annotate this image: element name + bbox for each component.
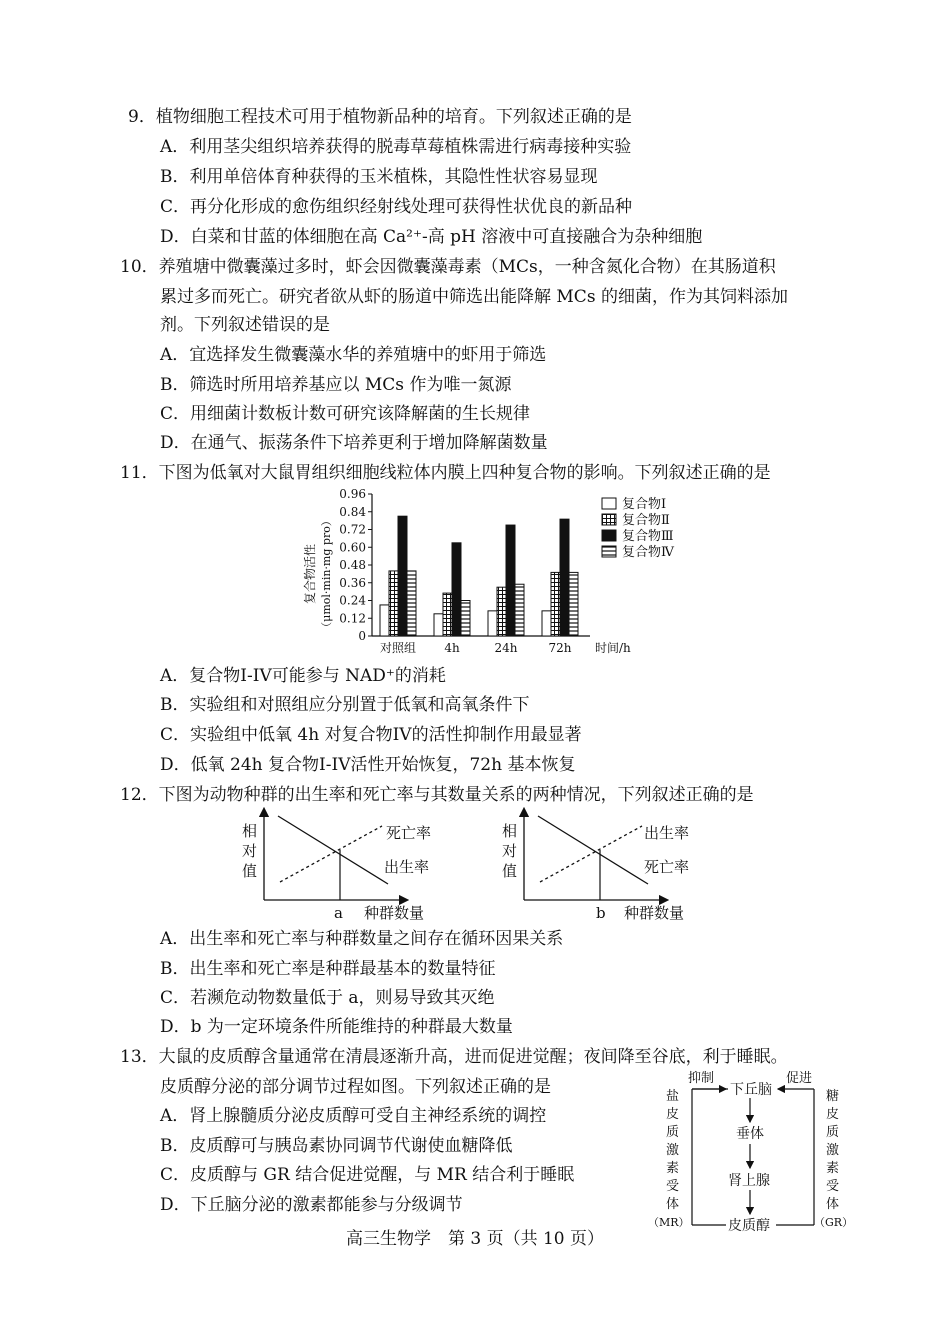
chart-bar xyxy=(488,611,497,636)
chart-legend-swatch xyxy=(602,514,616,525)
q10-option-b: B．筛选时所用培养基应以 MCs 作为唯一氮源 xyxy=(160,375,512,395)
chart-bar xyxy=(497,587,506,636)
diagram-adrenal: 肾上腺 xyxy=(728,1173,770,1189)
chart-y-tick-label: 0.84 xyxy=(339,504,366,519)
q12-option-c: C．若濒危动物数量低于 a，则易导致其灭绝 xyxy=(160,988,495,1008)
q11-stem: 11．下图为低氧对大鼠胃组织细胞线粒体内膜上四种复合物的影响。下列叙述正确的是 xyxy=(120,463,771,483)
complex-activity-bar-chart xyxy=(290,486,710,662)
chart-category-label: 72h xyxy=(548,641,572,655)
graph-b-death-line xyxy=(538,816,648,884)
chart-bar xyxy=(407,571,416,636)
chart-bar xyxy=(515,584,524,636)
graph-b-xlabel: 种群数量 xyxy=(624,904,685,922)
q13-stem-line1: 13．大鼠的皮质醇含量通常在清晨逐渐升高，进而促进觉醒；夜间降至谷底，利于睡眠。 xyxy=(120,1047,788,1067)
right-receptor-1: 糖 xyxy=(826,1089,840,1104)
population-graph-a xyxy=(236,806,466,924)
q10-stem-line3: 剂。下列叙述错误的是 xyxy=(160,315,330,335)
q10-option-d: D．在通气、振荡条件下培养更利于增加降解菌数量 xyxy=(160,433,548,453)
diagram-cortisol: 皮质醇 xyxy=(728,1218,770,1234)
q13-option-c: C．皮质醇与 GR 结合促进觉醒，与 MR 结合利于睡眠 xyxy=(160,1165,575,1185)
left-receptor-6: 受 xyxy=(666,1179,680,1194)
chart-yunit: （μmol·min·mg pro） xyxy=(320,515,333,633)
left-receptor-1: 盐 xyxy=(666,1089,680,1104)
chart-category-label: 24h xyxy=(494,641,518,655)
right-receptor-6: 受 xyxy=(826,1179,840,1194)
graph-a-ylabel-2: 对 xyxy=(242,842,258,860)
q9-stem: 9．植物细胞工程技术可用于植物新品种的培育。下列叙述正确的是 xyxy=(128,107,632,127)
graph-a-xlabel: 种群数量 xyxy=(364,904,425,922)
graph-b-line1-label: 出生率 xyxy=(644,824,690,842)
chart-category-label: 4h xyxy=(444,641,460,655)
graph-b-point-label: b xyxy=(596,904,606,922)
graph-a-ylabel-1: 相 xyxy=(242,822,258,840)
chart-bar xyxy=(452,543,461,636)
graph-b-ylabel-1: 相 xyxy=(502,822,518,840)
graph-b-birth-line xyxy=(540,826,642,882)
chart-y-tick-label: 0.72 xyxy=(339,522,366,537)
chart-y-tick-label: 0.36 xyxy=(339,575,366,590)
graph-a-ylabel-3: 值 xyxy=(242,862,258,880)
graph-b-ylabel-3: 值 xyxy=(502,862,518,880)
graph-a-line1-label: 死亡率 xyxy=(386,824,432,842)
cortisol-regulation-diagram xyxy=(646,1070,866,1236)
q13-option-d: D．下丘脑分泌的激素都能参与分级调节 xyxy=(160,1195,463,1215)
chart-legend-swatch xyxy=(602,498,616,509)
chart-bar xyxy=(443,593,452,636)
graph-b-ylabel-2: 对 xyxy=(502,842,518,860)
chart-bar xyxy=(560,519,569,636)
chart-bar xyxy=(461,601,470,637)
chart-y-tick-label: 0.24 xyxy=(339,593,366,608)
q10-option-c: C．用细菌计数板计数可研究该降解菌的生长规律 xyxy=(160,404,531,424)
chart-bar xyxy=(380,605,389,636)
chart-category-label: 对照组 xyxy=(379,641,417,655)
population-graph-b xyxy=(496,806,726,924)
graph-a-birth-line xyxy=(278,816,388,884)
chart-legend-label: 复合物Ⅳ xyxy=(622,545,674,560)
chart-legend-label: 复合物Ⅲ xyxy=(622,529,674,544)
chart-y-tick-label: 0.60 xyxy=(339,540,366,555)
q12-stem: 12．下图为动物种群的出生率和死亡率与其数量关系的两种情况，下列叙述正确的是 xyxy=(120,785,754,805)
chart-bar xyxy=(389,571,398,636)
q13-option-b: B．皮质醇可与胰岛素协同调节代谢使血糖降低 xyxy=(160,1136,513,1156)
q12-option-d: D．b 为一定环境条件所能维持的种群最大数量 xyxy=(160,1017,513,1037)
chart-y-tick-label: 0.48 xyxy=(339,558,366,572)
q9-option-d: D．白菜和甘蓝的体细胞在高 Ca²⁺-高 pH 溶液中可直接融合为杂种细胞 xyxy=(160,227,703,247)
chart-legend-swatch xyxy=(602,530,616,541)
right-receptor-2: 皮 xyxy=(826,1107,840,1122)
q9-option-c: C．再分化形成的愈伤组织经射线处理可获得性状优良的新品种 xyxy=(160,197,633,217)
graph-a-line2-label: 出生率 xyxy=(384,858,430,876)
chart-ylabel: 复合物活性 xyxy=(303,543,317,605)
chart-xlabel: 时间/h xyxy=(595,641,631,655)
q11-option-a: A．复合物I-IV可能参与 NAD⁺的消耗 xyxy=(160,666,446,686)
right-receptor-7: 体 xyxy=(826,1197,840,1212)
chart-bar xyxy=(569,572,578,636)
right-receptor-abbr: （GR） xyxy=(814,1216,854,1229)
left-receptor-4: 激 xyxy=(666,1143,680,1158)
q11-option-d: D．低氧 24h 复合物I-IV活性开始恢复，72h 基本恢复 xyxy=(160,755,576,775)
q12-option-b: B．出生率和死亡率是种群最基本的数量特征 xyxy=(160,959,496,979)
right-receptor-5: 素 xyxy=(826,1161,840,1176)
q9-option-b: B．利用单倍体育种获得的玉米植株，其隐性性状容易显现 xyxy=(160,167,598,187)
chart-bar xyxy=(398,516,407,636)
q10-option-a: A．宜选择发生微囊藻水华的养殖塘中的虾用于筛选 xyxy=(160,345,547,365)
chart-bar xyxy=(434,614,443,636)
chart-y-tick-label: 0.12 xyxy=(339,611,366,626)
q11-option-b: B．实验组和对照组应分别置于低氧和高氧条件下 xyxy=(160,695,530,715)
q9-option-a: A．利用茎尖组织培养获得的脱毒草莓植株需进行病毒接种实验 xyxy=(160,137,632,157)
graph-a-death-line xyxy=(280,826,382,882)
diagram-inhibit-label: 抑制 xyxy=(688,1071,715,1086)
q11-option-c: C．实验组中低氧 4h 对复合物IV的活性抑制作用最显著 xyxy=(160,725,582,745)
q12-option-a: A．出生率和死亡率与种群数量之间存在循环因果关系 xyxy=(160,929,564,949)
graph-b-line2-label: 死亡率 xyxy=(644,858,690,876)
left-receptor-3: 质 xyxy=(666,1125,680,1140)
graph-a-point-label: a xyxy=(334,904,343,922)
chart-legend-label: 复合物Ⅰ xyxy=(622,497,667,512)
chart-legend-label: 复合物Ⅱ xyxy=(622,513,670,528)
chart-bar xyxy=(542,611,551,636)
page-footer: 高三生物学 第 3 页（共 10 页） xyxy=(345,1229,605,1249)
chart-y-tick-label: 0.96 xyxy=(339,487,366,501)
left-receptor-2: 皮 xyxy=(666,1107,680,1122)
q10-stem-line2: 累过多而死亡。研究者欲从虾的肠道中筛选出能降解 MCs 的细菌，作为其饲料添加 xyxy=(160,287,788,307)
chart-y-tick-label: 0 xyxy=(358,629,366,643)
diagram-hypothalamus: 下丘脑 xyxy=(730,1082,772,1098)
q13-option-a: A．肾上腺髓质分泌皮质醇可受自主神经系统的调控 xyxy=(160,1106,547,1126)
chart-legend-swatch xyxy=(602,546,616,557)
right-receptor-3: 质 xyxy=(826,1125,840,1140)
right-receptor-4: 激 xyxy=(826,1143,840,1158)
q10-stem-line1: 10．养殖塘中微囊藻过多时，虾会因微囊藻毒素（MCs，一种含氮化合物）在其肠道积 xyxy=(120,257,776,277)
chart-bar xyxy=(506,525,515,636)
left-receptor-5: 素 xyxy=(666,1161,680,1176)
left-receptor-abbr: （MR） xyxy=(648,1216,690,1229)
left-receptor-7: 体 xyxy=(666,1197,680,1212)
chart-bar xyxy=(551,572,560,636)
diagram-pituitary: 垂体 xyxy=(736,1126,764,1142)
q13-stem-line2: 皮质醇分泌的部分调节过程如图。下列叙述正确的是 xyxy=(160,1077,551,1097)
diagram-promote-label: 促进 xyxy=(786,1071,813,1086)
